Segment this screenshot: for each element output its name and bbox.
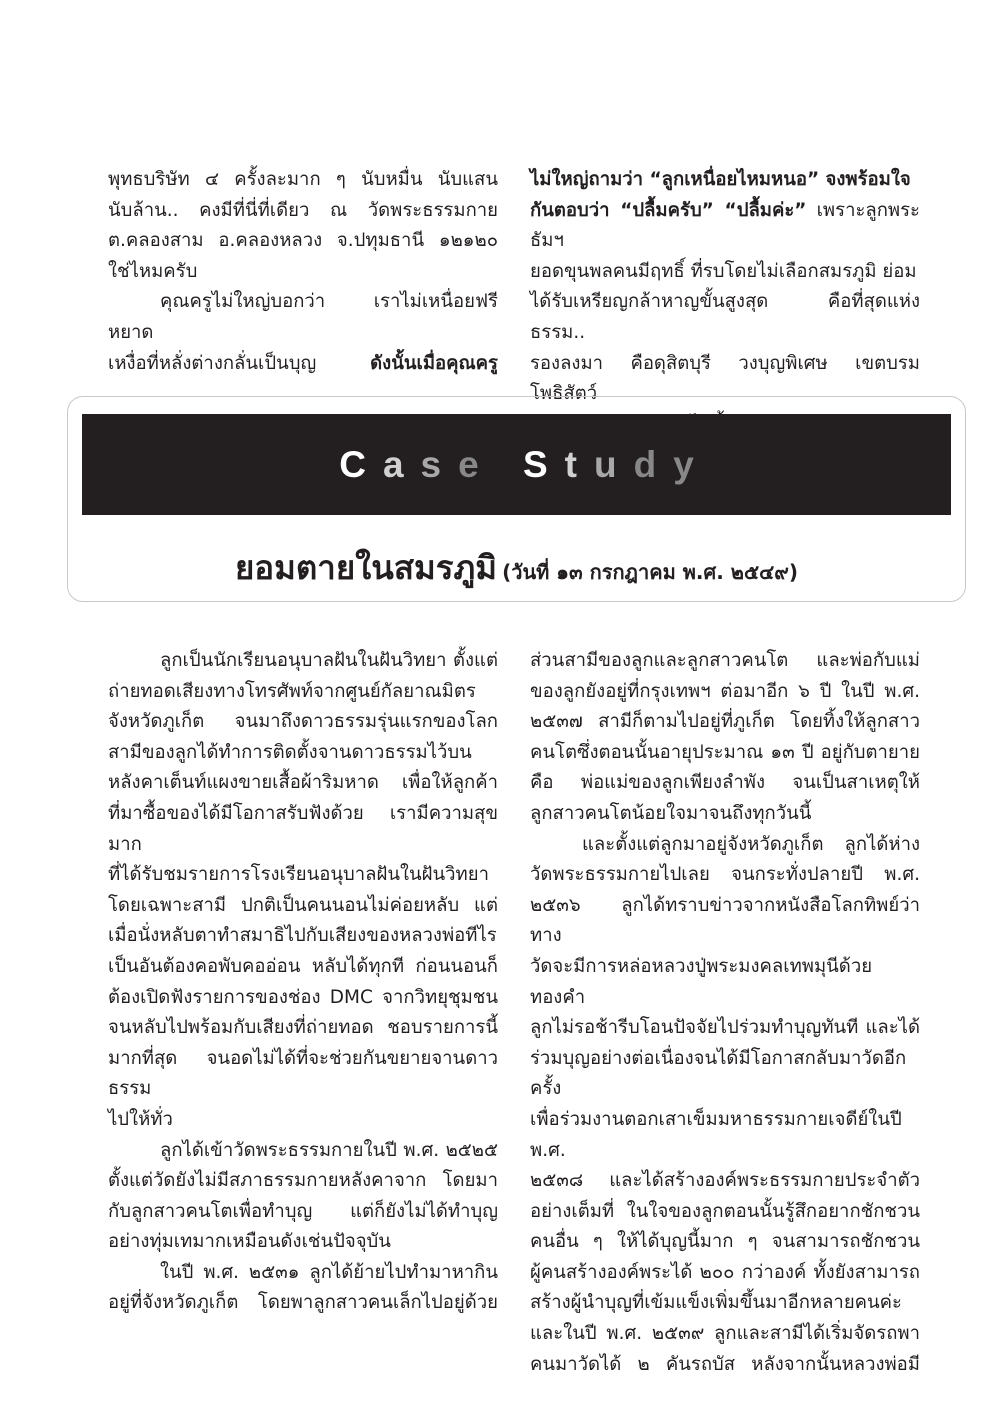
text-line: ลูกไม่รอช้ารีบโอนปัจจัยไปร่วมทำบุญทันที และได้ (530, 1017, 920, 1039)
text-line: วัดพระธรรมกายไปเลย จนกระทั่งปลายปี พ.ศ. (530, 864, 920, 886)
paragraph (108, 287, 498, 379)
text-line: เพื่อร่วมงานตอกเสาเข็มมหาธรรมกายเจดีย์ในปี พ.ศ. (530, 1108, 902, 1161)
paragraph (108, 165, 498, 287)
paragraph (108, 1258, 498, 1319)
text-line: ในปี พ.ศ. ๒๕๓๑ ลูกได้ย้ายไปทำมาหากิน (160, 1261, 498, 1283)
text-line: ที่มาซื้อของได้มีโอกาสรับฟังด้วย เรามีความสุขมาก (108, 802, 498, 855)
text-line: หลังคาเต็นท์แผงขายเสื้อผ้าริมหาด เพื่อให้ลูกค้า (108, 772, 498, 794)
text-line: ต.คลองสาม อ.คลองหลวง จ.ปทุมธานี ๑๒๑๒๐ (108, 230, 498, 252)
text-line: ต้องเปิดฟังรายการของช่อง DMC จากวิทยุชุมชน (108, 986, 498, 1008)
paragraph (530, 646, 920, 830)
text-line: และตั้งแต่ลูกมาอยู่จังหวัดภูเก็ต ลูกได้ห่าง (582, 833, 920, 855)
banner-title (339, 444, 711, 486)
banner-letter: e (458, 443, 496, 485)
text-line: ของลูกยังอยู่ที่กรุงเทพฯ ต่อมาอีก ๖ ปี ในปี พ.ศ. (530, 680, 920, 702)
bold-text: ไม่ใหญ่ถามว่า “ลูกเหนื่อยไหมหนอ” จงพร้อมใจ (530, 169, 911, 190)
text-line: มากที่สุด จนอดไม่ได้ที่จะช่วยกันขยายจานดาวธรรม (108, 1047, 498, 1100)
bold-text: กันตอบว่า “ปลื้มครับ” “ปลื้มค่ะ” (530, 199, 807, 221)
text-line: เมื่อนั่งหลับตาทำสมาธิไปกับเสียงของหลวงพ่อทีไร (108, 925, 497, 947)
case-study-heading (82, 541, 951, 594)
text-line: ลูกสาวคนโตน้อยใจมาจนถึงทุกวันนี้ (530, 802, 812, 824)
text-line: และในปี พ.ศ. ๒๕๓๙ ลูกและสามีได้เริ่มจัดรถพา (530, 1323, 920, 1345)
text-line: อยู่ที่จังหวัดภูเก็ต โดยพาลูกสาวคนเล็กไปอยู่ด้วย (108, 1292, 498, 1314)
text-line: ผู้คนสร้างองค์พระได้ ๒๐๐ กว่าองค์ ทั้งยังสามารถ (530, 1261, 920, 1283)
case-date: (วันที่ ๑๓ กรกฎาคม พ.ศ. ๒๕๔๙) (502, 560, 799, 584)
text-line: กับลูกสาวคนโตเพื่อทำบุญ แต่ก็ยังไม่ได้ทำบุญ (108, 1200, 498, 1222)
banner-letter: S (522, 443, 565, 485)
text-line: วัดจะมีการหล่อหลวงปู่พระมงคลเทพมุนีด้วยทองคำ (530, 955, 873, 1008)
text-line: สามีของลูกได้ทำการติดตั้งจานดาวธรรมไว้บน (108, 741, 472, 763)
text-line: ลูกได้เข้าวัดพระธรรมกายในปี พ.ศ. ๒๕๒๕ (160, 1139, 498, 1161)
text-line: ที่ได้รับชมรายการโรงเรียนอนุบาลฝันในฝันวิทยา (108, 864, 489, 886)
text-line: ร่วมบุญอย่างต่อเนื่องจนได้มีโอกาสกลับมาวัดอีกครั้ง (530, 1047, 907, 1100)
text-line: คือ พ่อแม่ของลูกเพียงลำพัง จนเป็นสาเหตุให้ (530, 772, 920, 794)
text-line: เหงื่อที่หลั่งต่างกลั่นเป็นบุญ (108, 352, 317, 374)
text-line: ๒๕๓๖ ลูกได้ทราบข่าวจากหนังสือโลกทิพย์ว่า ทาง (530, 894, 920, 947)
text-line: ได้รับเหรียญกล้าหาญขั้นสูงสุด คือที่สุดแห่งธรรม.. (530, 291, 920, 343)
text-line: อย่างทุ่มเทมากเหมือนดังเช่นปัจจุบัน (108, 1231, 391, 1253)
bold-text: ดังนั้นเมื่อคุณครู (370, 352, 498, 374)
banner-letter: y (673, 443, 711, 485)
text-line: จนหลับไปพร้อมกับเสียงที่ถ่ายทอด ชอบรายการนี้ (108, 1017, 498, 1039)
text-line: จังหวัดภูเก็ต จนมาถึงดาวธรรมรุ่นแรกของโลก (108, 711, 498, 733)
text-line: คนโตซึ่งตอนนั้นอายุประมาณ ๑๓ ปี อยู่กับตายาย (530, 741, 920, 763)
banner-letter: u (593, 443, 634, 485)
text-line: สร้างผู้นำบุญที่เข้มแข็งเพิ่มขึ้นมาอีกหลายคนค่ะ (530, 1292, 902, 1314)
text-line: ถ่ายทอดเสียงทางโทรศัพท์จากศูนย์กัลยาณมิตร (108, 680, 476, 702)
text-line: พุทธบริษัท ๔ ครั้งละมาก ๆ นับหมื่น นับแสน (108, 169, 498, 190)
text-line: รองลงมา คือดุสิตบุรี วงบุญพิเศษ เขตบรมโพธิสัตว์ (530, 352, 920, 405)
banner-letter: d (633, 443, 674, 485)
text-line: คนมาวัดได้ ๒ คันรถบัส หลังจากนั้นหลวงพ่อมี (530, 1353, 920, 1375)
case-study-banner (82, 414, 951, 515)
banner-letter: t (564, 443, 594, 485)
text-line: โดยเฉพาะสามี ปกติเป็นคนนอนไม่ค่อยหลับ แต่ (108, 894, 498, 916)
text-line: เพราะลูกพระธัมฯ (530, 199, 920, 252)
paragraph (108, 646, 498, 1136)
text-line: คนอื่น ๆ ให้ได้บุญนี้มาก ๆ จนสามารถชักชวน (530, 1231, 920, 1253)
top-left-column (108, 165, 498, 379)
paragraph (108, 1136, 498, 1258)
text-line: ตั้งแต่วัดยังไม่มีสภาธรรมกายหลังคาจาก โดยมา (108, 1170, 498, 1192)
text-line: ยอดขุนพลคนมีฤทธิ์ ที่รบโดยไม่เลือกสมรภูมิ ย่อม (530, 260, 917, 282)
paragraph (530, 830, 920, 1381)
text-line: อย่างเต็มที่ ในใจของลูกตอนนั้นรู้สึกอยากชักชวน (530, 1200, 920, 1222)
bottom-right-column (530, 646, 920, 1380)
text-line: ใช่ไหมครับ (108, 260, 198, 282)
text-line: ๒๕๓๘ และได้สร้างองค์พระธรรมกายประจำตัว (530, 1170, 920, 1192)
banner-letter: a (382, 443, 421, 485)
text-line: เป็นอันต้องคอพับคออ่อน หลับได้ทุกที ก่อนนอนก็ (108, 955, 498, 977)
text-line: ไปให้ทั่ว (108, 1108, 173, 1130)
text-line: ส่วนสามีของลูกและลูกสาวคนโต และพ่อกับแม่ (530, 650, 920, 671)
bottom-left-column (108, 646, 498, 1319)
text-line: ลูกเป็นนักเรียนอนุบาลฝันในฝันวิทยา ตั้งแต่ (160, 650, 498, 671)
banner-letter: C (339, 443, 383, 485)
text-line: นับล้าน.. คงมีที่นี่ที่เดียว ณ วัดพระธรรมกาย (108, 199, 498, 221)
text-line: คุณครูไม่ใหญ่บอกว่า เราไม่เหนื่อยฟรี หยาด (108, 291, 498, 343)
case-title: ยอมตายในสมรภูมิ (234, 548, 497, 587)
banner-space (496, 444, 523, 485)
text-line: ๒๕๓๗ สามีก็ตามไปอยู่ที่ภูเก็ต โดยทิ้งให้ลูกสาว (530, 711, 920, 733)
banner-letter: s (420, 443, 459, 485)
